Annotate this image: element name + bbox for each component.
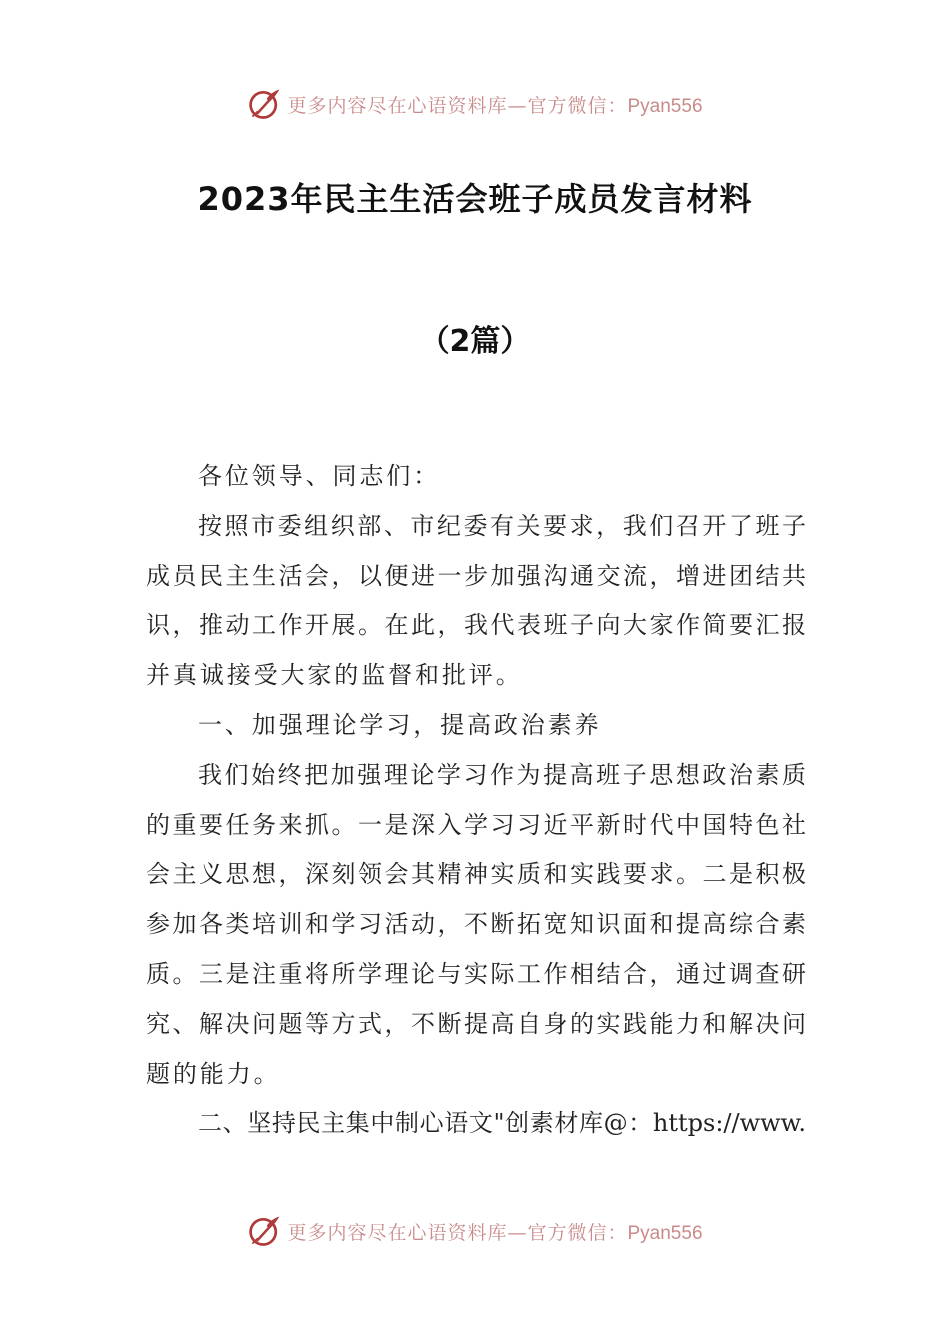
promo-text: 更多内容尽在心语资料库 [287,94,508,117]
section-heading: 二、坚持民主集中制心语文"创素材库@：https://www. [198,1109,806,1138]
paragraph-line: 识，推动工作开展。在此，我代表班子向大家作简要汇报 [146,611,806,640]
promo-text: 更多内容尽在心语资料库 [287,1221,508,1244]
document-title: 2023年民主生活会班子成员发言材料 [197,180,753,218]
paragraph-line: 参加各类培训和学习活动，不断拓宽知识面和提高综合素 [146,910,806,939]
quill-logo-icon [247,86,283,122]
salutation-line: 各位领导、同志们： [198,462,441,490]
paragraph-line: 按照市委组织部、市纪委有关要求，我们召开了班子 [198,511,806,540]
quill-logo-icon [247,1213,283,1249]
paragraph-line: 题的能力。 [146,1059,281,1088]
wechat-handle: Pyan556 [627,95,703,117]
footer-watermark [0,1211,950,1251]
document-subtitle: （2篇） [419,324,531,359]
document-body [146,452,806,1149]
promo-dash: — [507,1221,528,1244]
paragraph-line: 成员民主生活会，以便进一步加强沟通交流，增进团结共 [146,561,806,590]
promo-dash: — [507,94,528,117]
header-watermark [0,84,950,124]
wechat-handle: Pyan556 [627,1222,703,1244]
wechat-label: 官方微信： [527,94,628,117]
paragraph-line: 质。三是注重将所学理论与实际工作相结合，通过调查研 [146,959,806,988]
paragraph-line: 的重要任务来抓。一是深入学习习近平新时代中国特色社 [146,810,806,839]
paragraph-line: 究、解决问题等方式，不断提高自身的实践能力和解决问 [146,1009,806,1038]
wechat-label: 官方微信： [527,1221,628,1244]
paragraph-line: 并真诚接受大家的监督和批评。 [146,661,523,690]
paragraph-line: 我们始终把加强理论学习作为提高班子思想政治素质 [198,760,806,789]
section-heading: 一、加强理论学习，提高政治素养 [198,710,602,739]
paragraph-line: 会主义思想，深刻领会其精神实质和实践要求。二是积极 [146,860,806,889]
